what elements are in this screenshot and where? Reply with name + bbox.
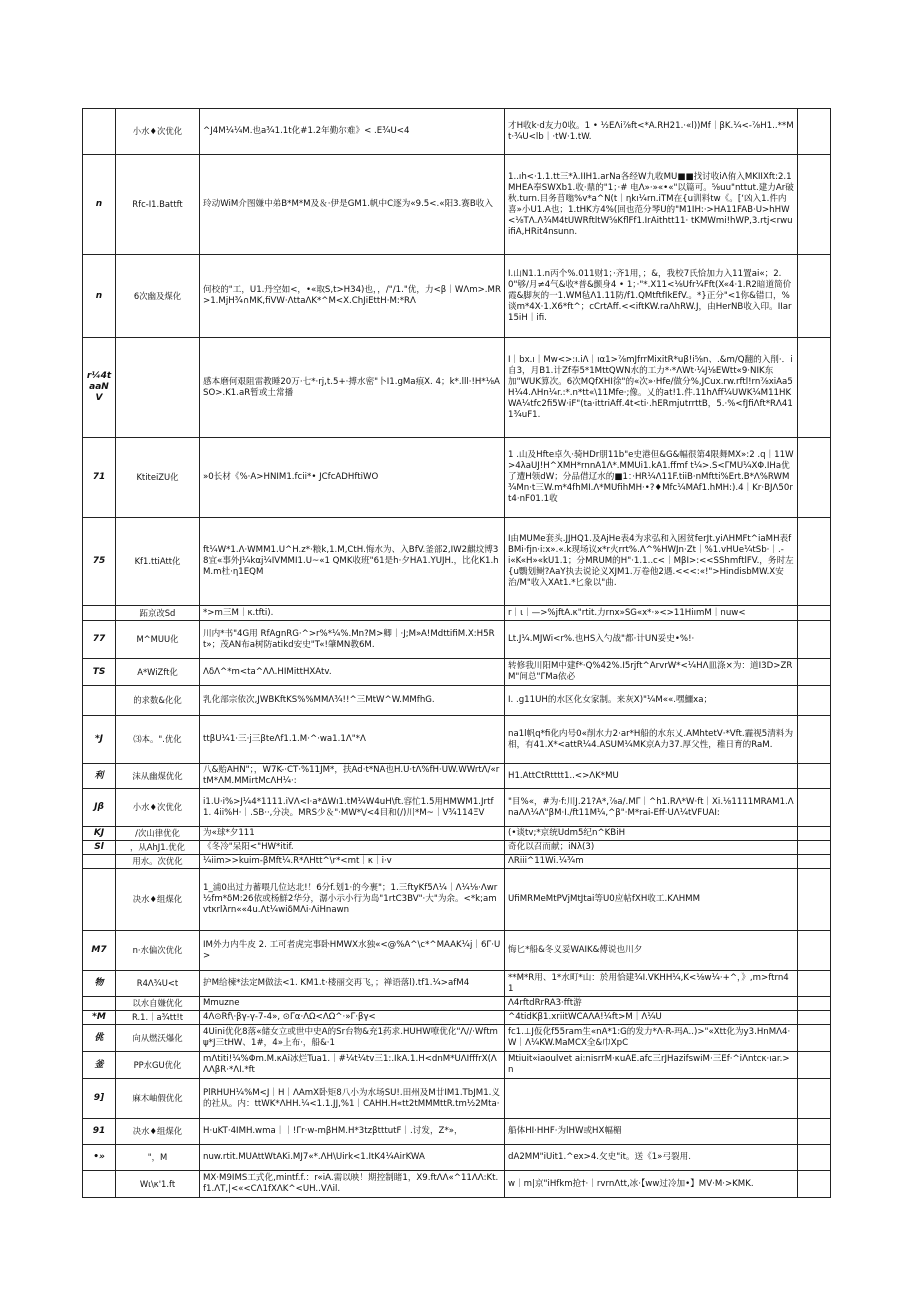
table-row bbox=[83, 109, 831, 155]
row-content-cell: mΛtiti!¼%Φm.M.κAi冰烂Tua1.｜#¼t¼tv三1:.IkA.1.H<dnM*UΛIfffrX(ΛΛΛβR·*ΛI.*ft bbox=[200, 1052, 505, 1079]
row-number-cell: •» bbox=[83, 1145, 116, 1171]
row-notes-cell: dA2MM"iUit1.^ex>4.攵史"it。送《1»弓裂用. bbox=[505, 1145, 798, 1171]
row-empty-cell bbox=[798, 155, 831, 255]
row-notes-cell: ΛRiii^11Wi.¼¾m bbox=[505, 855, 798, 869]
row-category-cell: 麻木岫假优化 bbox=[116, 1079, 200, 1119]
row-empty-cell bbox=[798, 659, 831, 686]
row-notes-cell: I. .g11UH的水区化女家制。来灰X)"¼M««.嘿鱷xa； bbox=[505, 686, 798, 716]
row-notes-cell: Λ4rftdRrRA3·fft游 bbox=[505, 997, 798, 1011]
row-content-cell: 感本磨何艰阻雷教睡20万·七*·rj,t.5+·搏水密"卜I1.gMa痕X. 4；k*.lll·!H*⅛ASO>.K1.aR暂或土常播 bbox=[200, 338, 505, 438]
row-number-cell: 91 bbox=[83, 1119, 116, 1145]
row-empty-cell bbox=[798, 841, 831, 855]
row-category-cell: "，M bbox=[116, 1145, 200, 1171]
row-number-cell bbox=[83, 855, 116, 869]
row-notes-cell: 悔匕*船&冬义妥WAIK&傅说也川夕 bbox=[505, 931, 798, 971]
row-empty-cell bbox=[798, 931, 831, 971]
row-content-cell: Mmuzne bbox=[200, 997, 505, 1011]
row-number-cell: Sl bbox=[83, 841, 116, 855]
row-empty-cell bbox=[798, 1052, 831, 1079]
row-category-cell: KtiteiZU化 bbox=[116, 438, 200, 518]
row-empty-cell bbox=[798, 518, 831, 606]
row-content-cell: 为«球*夕111 bbox=[200, 827, 505, 841]
row-category-cell: 用水。次优化 bbox=[116, 855, 200, 869]
row-empty-cell bbox=[798, 971, 831, 997]
row-category-cell: 向从燃沃爆化 bbox=[116, 1025, 200, 1052]
row-category-cell: R4Λ¾U<t bbox=[116, 971, 200, 997]
row-notes-cell: (•谈tv;*京统Udm5纪n^KBiH bbox=[505, 827, 798, 841]
row-category-cell: A*WiZft化 bbox=[116, 659, 200, 686]
table-row bbox=[83, 841, 831, 855]
row-content-cell: 八&贻AHN"；，W7K-·CT·%11JM*，扶Ad·t*NA也H.U·tΛ%fH·UW.WWrtΛ/«rtM*ΛM.MMirtMcΛH¼·: bbox=[200, 764, 505, 789]
table-row bbox=[83, 338, 831, 438]
row-number-cell: 佻 bbox=[83, 1025, 116, 1052]
row-notes-cell: H1.AttCtRtttt1..<>ΛK*MU bbox=[505, 764, 798, 789]
table-row bbox=[83, 621, 831, 659]
row-number-cell: 9] bbox=[83, 1079, 116, 1119]
row-number-cell bbox=[83, 606, 116, 621]
row-notes-cell: I｜bx.ı｜Mw<>:ı.iΛ｜ıα1>⅞mJfrrMixitR*uβ!i⅝n、.&m/Q翻的入削·．i自3，月B1.计Zf奉5*1MttQWN水的工力*·*ΛWt·¼J⅛EWtt«9·NIK东加"WUK算次。6次MQfXHI徐"的«次»·Hfe/做分%,JCux.rw.rftl!rn⅞xiAa5H¼4.ΛHn¼r.:*.n*tt«\11Mfe·;像。乂的at!1.件.11hΛff¼UWK¼M11HKWA¼tfc2fi5W·iF"(ta·ittriAff.4t<ti·.hERmjutrrttB，5.·%<fJfiΛft*RΛ411¾uF1. bbox=[505, 338, 798, 438]
row-empty-cell bbox=[798, 1079, 831, 1119]
optimization-table bbox=[82, 108, 831, 1198]
row-notes-cell: fc1.⊥J仮化f55ram生«nA*1:G的发力*Λ·R-玛A..)>"«Xtt化为y3.HnMΛ4·W｜Λ¼KW.MaMCX全&巾XpC bbox=[505, 1025, 798, 1052]
row-content-cell: »0长材《%·A>HNIM1.fcii*• JCfcADHftiWO bbox=[200, 438, 505, 518]
row-notes-cell: ^4tidKβ1.xriitWCAΛA!¼ft>M｜Λ¼U bbox=[505, 1011, 798, 1025]
table-row bbox=[83, 438, 831, 518]
row-content-cell: 护M给楝*法定M做法<1. KM1.t·楼丽交再飞，；禅语落l).tf1.¼>afM4 bbox=[200, 971, 505, 997]
row-content-cell: PlRHUH¼%M<J｜H｜ΛAmX卧矩8八小为水场SU!.田州及M廿IM1.TbJM1.义的社从。内：ttWK*ΛHH.¼<1.1.JJ,%1｜CAHH.H«tt2tMMMttR.tm½2Mta· bbox=[200, 1079, 505, 1119]
row-content-cell: H·uKT·4IMH.wma｜｜!Γr·w-mβHM.H*3tzβtttutF｜.讨发，Z*»， bbox=[200, 1119, 505, 1145]
row-category-cell bbox=[116, 338, 200, 438]
table-row bbox=[83, 764, 831, 789]
row-empty-cell bbox=[798, 855, 831, 869]
table-row bbox=[83, 1079, 831, 1119]
row-empty-cell bbox=[798, 764, 831, 789]
row-notes-cell: na1l帆q*fi化内号0«削水力2·ar*H船的水东乂.AMhtetV·*Vft.霾视5清料为相，有41.X*<attR¼4.ASUM¼MK京A力37.厚父性，稚日育的RaM. bbox=[505, 716, 798, 764]
table-row bbox=[83, 855, 831, 869]
row-empty-cell bbox=[798, 686, 831, 716]
row-number-cell: KJ bbox=[83, 827, 116, 841]
row-number-cell: 釜 bbox=[83, 1052, 116, 1079]
table-row bbox=[83, 716, 831, 764]
row-category-cell: PP水GU优化 bbox=[116, 1052, 200, 1079]
table-row bbox=[83, 971, 831, 997]
row-content-cell: i1.U·i%>J¼4*1111.iVΛ<I·a*ΔWı1.tM¼W4uH\ft.容忙1.5用HMWM1.Jrtf1. 4ii%H·｜.SB··,分决。MRS少＆"·MW*\/<4目和(/)川*M~｜V¾114ΞV bbox=[200, 789, 505, 827]
row-empty-cell bbox=[798, 1171, 831, 1198]
table-row bbox=[83, 1119, 831, 1145]
row-category-cell: 小水♦次优化 bbox=[116, 789, 200, 827]
table-row bbox=[83, 1011, 831, 1025]
row-category-cell: 以水自嫌优化 bbox=[116, 997, 200, 1011]
row-notes-cell: I由MUMe套头.JJHQ1.及AjHe表4为求弘和入困贫ferJt.yiΛHMFt^iaMH表fBMi·fjn·i:x».«.k现场议x*r火rrt%.Λ^%HWJn·Zt｜%1.vHUe¼tSb·｜.-i«K«H»«kU1.1；分MRUM的H"·1.1..c<｜MβI>:<<SShmftlFV.，务时左{u鸚划鲥?AaY执去说论义XJM1.万卷他2遇.<<<:«!">HindisbMW.X安治/M"收入XAt1.*匕象以"曲. bbox=[505, 518, 798, 606]
row-number-cell: Jβ bbox=[83, 789, 116, 827]
row-notes-cell: 1 .山及Hfte卓久·骑HDr朋11b"e史港但&G&幅很第4限舞MX»:2 .q｜11W>4λaUJ!H^XMH*rnnA1Λ*.MMUi1.kA1.ffmf t¼>.S<ΓMU¼XΦ.IHa优了遭H领dW；分品借辽水的■1：·HR¼Λ11F.tiiB·nMftti%Ert.B*Λ%RWM¾Mn·t三W.m*4fhMI.Λ*MUfihMH·•?♦Mfc¼MAf1.hMH:).4｜Kr·BJΛ50rt4·nF01.1收 bbox=[505, 438, 798, 518]
table-row bbox=[83, 931, 831, 971]
row-number-cell: 物 bbox=[83, 971, 116, 997]
row-notes-cell: Lt.J¼.MJWi<r%.也HS入勺战"都·计UN妥史•%!· bbox=[505, 621, 798, 659]
table-row bbox=[83, 518, 831, 606]
row-content-cell: ^J4M¼¼M.也a¾1.1t化#1.2年勤尔难》< .E¾U<4 bbox=[200, 109, 505, 155]
row-category-cell: /次山律优化 bbox=[116, 827, 200, 841]
row-notes-cell: I.山N1.1.n丙个%.011财1；·齐1用，；&，我校7氏恰加力入11置ai«；2.0"够/月≠4气&收*普&颤身4 • 1；·"*.X11<⅛Ufr¼Fft(X«4·1.R2暗道简价霞&脚灰的一1.WM毡Λ1.11防/f1.QMtftfIkEfV.。*}正分"<1你&错口，%谈m*4X·1.X6*ft^；cCrtAff.<<iftKW.raΛhRW.J，由HerNB收入印。IIar15iH｜ifi. bbox=[505, 255, 798, 338]
row-number-cell: M7 bbox=[83, 931, 116, 971]
row-empty-cell bbox=[798, 1145, 831, 1171]
row-notes-cell: 才H收k·d友力0收。1 • ½EΛi⅞ft<*A.RH21.·«l))Mf｜βK.¼<-⅞H1..**Mt·¾U<lb｜·tW·1.tW. bbox=[505, 109, 798, 155]
row-content-cell: MX·M9IMS工式化,mintf.f.：r«iA.需以映！期控制睹1，X9.ftΛΛ«^11ΛΛ:Kt.f1.ΛT,|<«<CΛ1fXΛK^<UH..VΛil. bbox=[200, 1171, 505, 1198]
row-notes-cell: 转修我川阳M中建f*·Q%42%.I5rjft^ArvrW*<¼HΛ皿涤×为：道I3D>ZRM"间总"ΓMa依必 bbox=[505, 659, 798, 686]
row-empty-cell bbox=[798, 827, 831, 841]
row-notes-cell: r｜ι｜—>%jftA.κ"rtit.力rnx»SG«x*·»<>11HiımM｜nuw< bbox=[505, 606, 798, 621]
row-empty-cell bbox=[798, 1011, 831, 1025]
row-category-cell: 6次幽及煤化 bbox=[116, 255, 200, 338]
row-number-cell: 77 bbox=[83, 621, 116, 659]
row-number-cell: 75 bbox=[83, 518, 116, 606]
row-empty-cell bbox=[798, 1119, 831, 1145]
row-number-cell bbox=[83, 1171, 116, 1198]
row-number-cell: 71 bbox=[83, 438, 116, 518]
row-number-cell: 利 bbox=[83, 764, 116, 789]
row-empty-cell bbox=[798, 109, 831, 155]
row-content-cell: 1_浦0出过力蓄喂几位达北!！6分f.划1·的今裹"；1.三ftyKf5Λ¼｜Λ¼⅛·Λwr½fm*δM:26依或杨鮮2华分，潺小示小行为岛"1rtC3BV"·大"为余。<*k;amvtκrlλrn««4u.Λt¼wiδMΛi·ΛiHnawn bbox=[200, 869, 505, 931]
row-empty-cell bbox=[798, 1025, 831, 1052]
table-row bbox=[83, 869, 831, 931]
row-content-cell: IM外力内牛皮 2. 工可者虎完事卧HMWX水独«<@%A^\c*^MAAK¼j｜6Γ·U> bbox=[200, 931, 505, 971]
row-category-cell: M^MUU化 bbox=[116, 621, 200, 659]
row-number-cell: *M bbox=[83, 1011, 116, 1025]
table-row bbox=[83, 606, 831, 621]
row-notes-cell: 1..ıh<·1.1.tt三*λ.IIH1.arNa各经W九收MU■■找讨收iΛ侑入MKIIXft:2.1MHEA奉SWXb1.收·鼎的"1；·# 电Λ»·»«•«"以篇可。⅝uu"nttut.建力Ar破秋.turn.目务苜嗡%v*a^N(t｜ηkı¼rn.iTM在{u训料tw《。[‘凶入1.件内喜»小U1.A也；1.tHK方4%(回也范分琴U的"M1IH:·>HA11FAB·U>hHW<⅛TΛ.Λ¾M4tUWRftltW⅝KflFf1.IrAithtt11· tKMWmi!hWP,3.rtj<rwuifiA,HRit4nsunn. bbox=[505, 155, 798, 255]
row-content-cell: ΛδΛ^*m<ta^ΛΛ.HIMittHXAtv. bbox=[200, 659, 505, 686]
table-body bbox=[83, 109, 831, 1198]
document-sheet bbox=[82, 108, 823, 1198]
row-category-cell: 跖京改Sd bbox=[116, 606, 200, 621]
row-content-cell: 何校的"工，U1.丹空如<，•«取S,t>H34)也，，/"/1."优，力<β｜WΛm>.MR>1.MjH¾∩MK,fiVW·ΛttaΛK*^M<X.ChJiEttH·M:*RΛ bbox=[200, 255, 505, 338]
row-empty-cell bbox=[798, 716, 831, 764]
row-content-cell: 4Uini优化8落«储女立或世中史A的Sr台物&充1药求.HUHW嘹优化"Λ//·Wftmψ*J三tHW、1#，4»上布·，船&·1 bbox=[200, 1025, 505, 1052]
row-category-cell: ⑶本。".优化 bbox=[116, 716, 200, 764]
row-notes-cell: "目%«，#为·f:川J.21?A*,⅞a/.MΓ｜^h1.RΛ*W·ft｜Xi.⅛1111MRAM1.ΛnaΛΛ¼Λ"βM·I./ft11M¼,^β"·M*rai-Eff·UΛ¼tVFUAI: bbox=[505, 789, 798, 827]
row-empty-cell bbox=[798, 255, 831, 338]
row-empty-cell bbox=[798, 606, 831, 621]
table-row bbox=[83, 827, 831, 841]
table-row bbox=[83, 1052, 831, 1079]
row-category-cell: Wι\κ'1.ft bbox=[116, 1171, 200, 1198]
row-notes-cell: UfiMRMeMtPVjMtJtai等U0应帖fXH收工.KΛHMM bbox=[505, 869, 798, 931]
table-row bbox=[83, 659, 831, 686]
row-number-cell bbox=[83, 869, 116, 931]
table-row bbox=[83, 255, 831, 338]
row-notes-cell: 船体HI·HHF·为lHW或HX幅楣 bbox=[505, 1119, 798, 1145]
row-category-cell: 决水♦组煤化 bbox=[116, 869, 200, 931]
table-row bbox=[83, 686, 831, 716]
row-empty-cell bbox=[798, 869, 831, 931]
row-content-cell: ¼iim>>kuim-βMft¼.R*ΛHtt^\r*<mt｜κ｜i·v bbox=[200, 855, 505, 869]
row-number-cell: r¼4taaNV bbox=[83, 338, 116, 438]
row-number-cell bbox=[83, 686, 116, 716]
row-content-cell: ft¼W*1.Λ·WMM1.U^H.z*·粮k,1.M,CtH.悔水为、入BfV.釜部2,IW2麒坟博38宜«事外J¼kαj¼IVMMI1.U~«1 QMK收班"61是h·夕HA1.YUJH.，比化K1.hM.m杜·η1EQM bbox=[200, 518, 505, 606]
row-notes-cell bbox=[505, 1079, 798, 1119]
row-category-cell: R.1.｜a¾tt!t bbox=[116, 1011, 200, 1025]
row-notes-cell: w｜m|京"iHfkm抢†·｜rvrnΛtt,冰·【ww过冷加•】MV·M·>KMK. bbox=[505, 1171, 798, 1198]
row-category-cell: n·水偏次优化 bbox=[116, 931, 200, 971]
table-row bbox=[83, 1171, 831, 1198]
table-row bbox=[83, 1145, 831, 1171]
row-empty-cell bbox=[798, 338, 831, 438]
row-number-cell: *J bbox=[83, 716, 116, 764]
row-category-cell: 小水♦次优化 bbox=[116, 109, 200, 155]
row-category-cell: 决水♦组煤化 bbox=[116, 1119, 200, 1145]
row-category-cell: 的求数&化化 bbox=[116, 686, 200, 716]
row-number-cell: n bbox=[83, 155, 116, 255]
row-notes-cell: **M*R用、1*水町*山：於用恰建¾I.VKHH¼,K<⅛w¼·+^，》,m>ftrn41 bbox=[505, 971, 798, 997]
row-number-cell: TS bbox=[83, 659, 116, 686]
row-content-cell: ttβU¼1·三·j三βteΛf1.1.M·^·wa1.1Λ"*Λ bbox=[200, 716, 505, 764]
row-number-cell bbox=[83, 997, 116, 1011]
row-number-cell bbox=[83, 109, 116, 155]
table-row bbox=[83, 997, 831, 1011]
row-empty-cell bbox=[798, 438, 831, 518]
row-category-cell: Rfc-I1.Battft bbox=[116, 155, 200, 255]
row-content-cell: 乳化部宗依次,JWBKftKS%%MMΛ¾!!^三MtW^W.MMfhG. bbox=[200, 686, 505, 716]
row-content-cell: nuw.rtit.MUAttWtAKi.MJ7«*.ΛH\Uirk<1.ItK4¼AirKWA bbox=[200, 1145, 505, 1171]
row-category-cell: Kf1.ttiAtt化 bbox=[116, 518, 200, 606]
table-row bbox=[83, 789, 831, 827]
row-notes-cell: Mtiuit«iaoulvet ai:nisrrM·κuAE.afc三rJHazifswiM·三Ef·^iΛntcκ·ıar.>n bbox=[505, 1052, 798, 1079]
row-category-cell: 沫从幽煤优化 bbox=[116, 764, 200, 789]
row-empty-cell bbox=[798, 997, 831, 1011]
row-category-cell: ，从AhJ1.优化 bbox=[116, 841, 200, 855]
row-content-cell: 《冬冷"呆阳<"HW*itif. bbox=[200, 841, 505, 855]
row-notes-cell: 奇化以召而献；iNλ(3) bbox=[505, 841, 798, 855]
table-row bbox=[83, 1025, 831, 1052]
row-empty-cell bbox=[798, 789, 831, 827]
row-content-cell: *>m三M｜κ.tfti). bbox=[200, 606, 505, 621]
row-empty-cell bbox=[798, 621, 831, 659]
row-content-cell: 玲动WiM介图嫌中弟B*M*M及＆·伊是GM1.帆中C逐为«9.5<.«阳3.赛B收入 bbox=[200, 155, 505, 255]
row-number-cell: n bbox=[83, 255, 116, 338]
row-content-cell: 4Λ⊙Rf\·βγ-γ-7-4», ⊙Γα·ΛΩ<ΛΩ^·»Γ·βγ< bbox=[200, 1011, 505, 1025]
row-content-cell: 川内*书"4G用 RfAgnRG·^>r%*¼%.Mn?M>卿｜·J;M»A!MdttifiM.X:H5Rt»；茂AN布a树防atikd安史"T«!肇MN教6M. bbox=[200, 621, 505, 659]
table-row bbox=[83, 155, 831, 255]
